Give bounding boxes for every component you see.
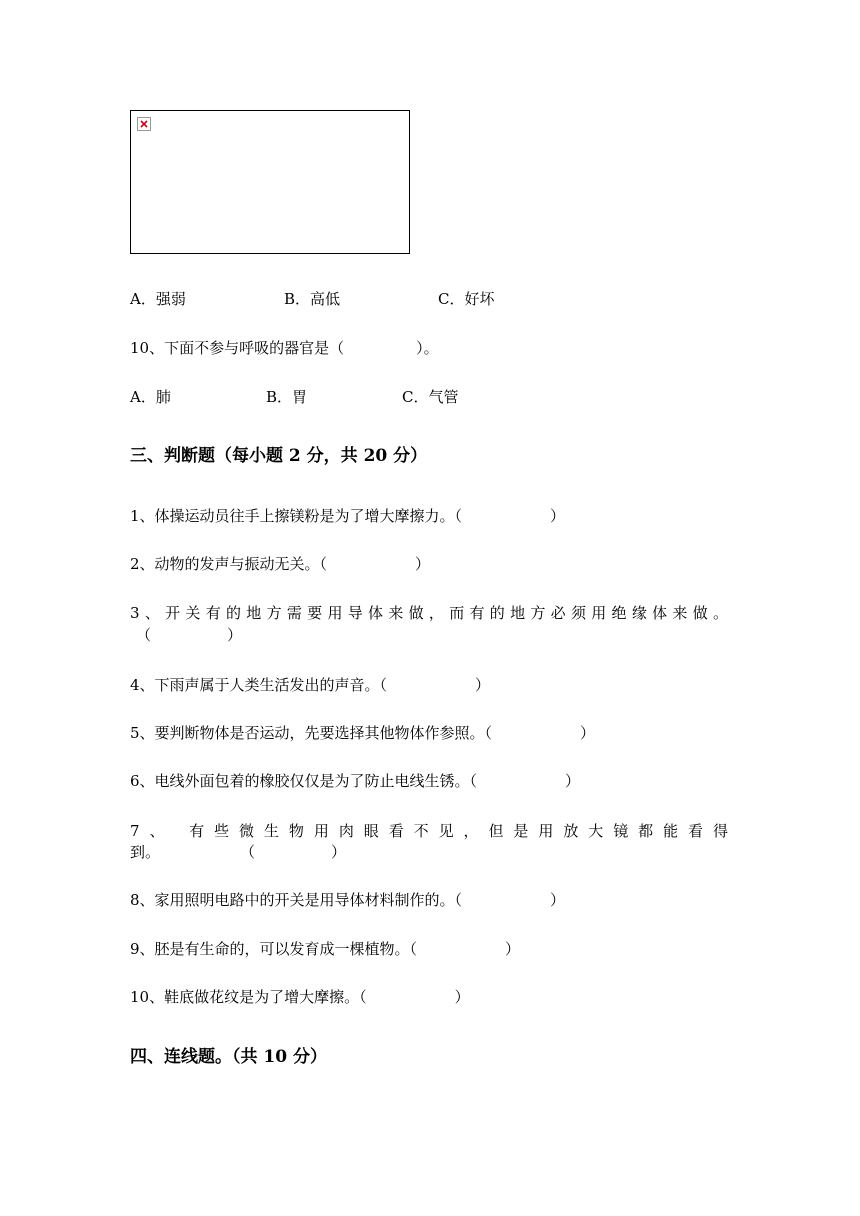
judge-item-text: 8、家用照明电路中的开关是用导体材料制作的。（ bbox=[130, 891, 463, 909]
close-paren: ） bbox=[580, 724, 596, 742]
close-paren: ） bbox=[475, 676, 491, 694]
q10-option-c: C．气管 bbox=[402, 388, 459, 406]
judge-item-7-cont: 到。 bbox=[130, 843, 161, 861]
image-placeholder bbox=[130, 110, 410, 254]
judge-item-text: 2、动物的发声与振动无关。（ bbox=[130, 555, 328, 573]
close-paren: ） bbox=[565, 772, 581, 790]
q10-option-b: B．胃 bbox=[266, 388, 308, 406]
judge-item-8 bbox=[130, 890, 565, 910]
q9-option-a: A．强弱 bbox=[130, 290, 186, 308]
close-paren: ） bbox=[505, 940, 521, 958]
judge-item-9 bbox=[130, 939, 520, 959]
q10-stem-text: 10、下面不参与呼吸的器官是（ bbox=[130, 339, 345, 357]
judge-item-1 bbox=[130, 506, 565, 526]
section-4-heading: 四、连线题。（共 10 分） bbox=[130, 1047, 327, 1067]
close-paren: ） bbox=[550, 891, 566, 909]
judge-item-text: 9、胚是有生命的，可以发育成一棵植物。（ bbox=[130, 940, 418, 958]
judge-item-7-blank bbox=[240, 842, 346, 862]
q9-option-b: B．高低 bbox=[284, 290, 341, 308]
judge-item-3: 3、开关有的地方需要用导体来做，而有的地方必须用绝缘体来做。 bbox=[130, 604, 728, 622]
q10-option-a: A．肺 bbox=[130, 388, 171, 406]
judge-item-10 bbox=[130, 987, 470, 1007]
close-paren: ） bbox=[454, 988, 470, 1006]
close-paren: ） bbox=[227, 626, 243, 644]
open-paren: （ bbox=[240, 843, 256, 861]
close-paren: ） bbox=[331, 843, 347, 861]
judge-item-text: 1、体操运动员往手上擦镁粉是为了增大摩擦力。（ bbox=[130, 507, 463, 525]
q10-stem bbox=[130, 338, 439, 358]
section-3-heading: 三、判断题（每小题 2 分，共 20 分） bbox=[130, 446, 428, 466]
judge-item-3-blank bbox=[136, 625, 242, 645]
judge-item-2 bbox=[130, 554, 430, 574]
judge-item-7: 7、 有些微生物用肉眼看不见，但是用放大镜都能看得 bbox=[130, 822, 728, 840]
judge-item-6 bbox=[130, 771, 580, 791]
judge-item-text: 4、下雨声属于人类生活发出的声音。（ bbox=[130, 676, 388, 694]
close-paren: ） bbox=[550, 507, 566, 525]
judge-item-5 bbox=[130, 723, 595, 743]
close-paren: ） bbox=[415, 555, 431, 573]
judge-item-text: 10、鞋底做花纹是为了增大摩擦。（ bbox=[130, 988, 367, 1006]
q9-option-c: C．好坏 bbox=[438, 290, 495, 308]
q10-stem-end: ）。 bbox=[416, 339, 439, 357]
judge-item-text: 5、要判断物体是否运动，先要选择其他物体作参照。（ bbox=[130, 724, 493, 742]
judge-item-4 bbox=[130, 675, 490, 695]
judge-item-text: 6、电线外面包着的橡胶仅仅是为了防止电线生锈。（ bbox=[130, 772, 478, 790]
open-paren: （ bbox=[136, 626, 152, 644]
broken-image-icon bbox=[137, 117, 151, 131]
